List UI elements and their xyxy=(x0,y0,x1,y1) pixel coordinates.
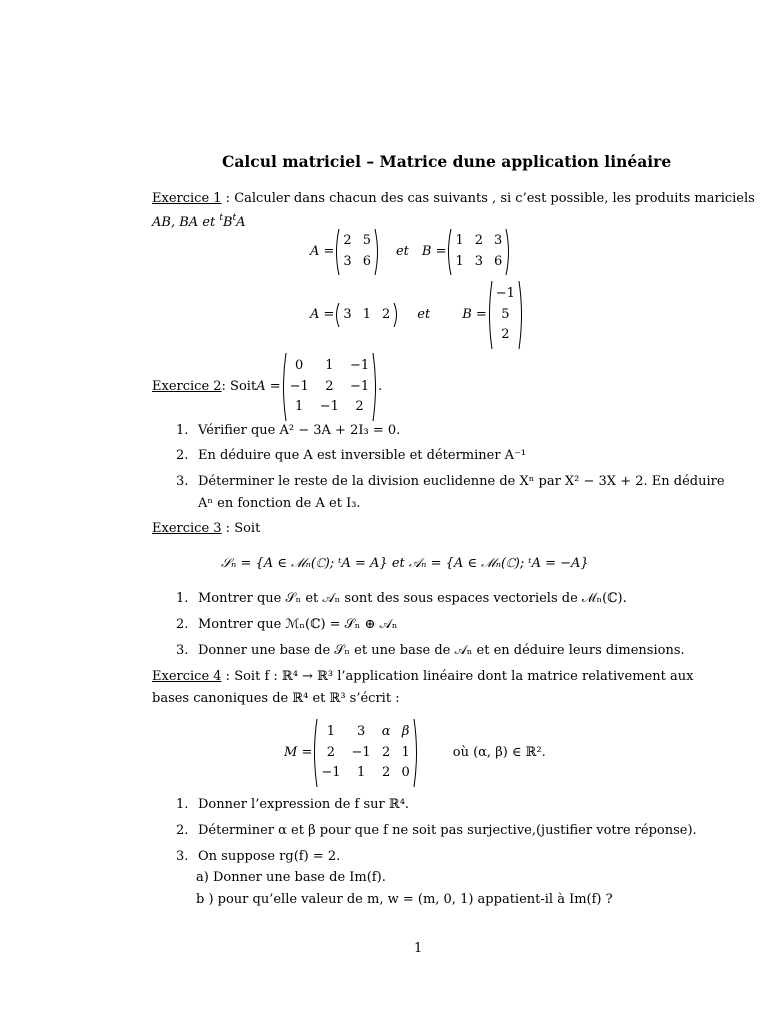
ex3-item-2: 2. Montrer que ℳₙ(ℂ) = 𝒮ₙ ⊕ 𝒜ₙ xyxy=(176,617,398,632)
matrix-cell: 1 xyxy=(401,744,410,760)
matrix-cell: 2 xyxy=(474,233,484,249)
ex2-item-1: 1. Vérifier que A² − 3A + 2I₃ = 0. xyxy=(176,423,401,438)
matrix-cell: 3 xyxy=(343,254,352,269)
matrix-cell: 3 xyxy=(494,233,503,249)
ex4-item-1: 1. Donner l’expression de f sur ℝ⁴. xyxy=(176,797,410,812)
matrix-b1-label: B = xyxy=(421,243,447,259)
ex4-matrix-row xyxy=(284,718,546,788)
ex1-products-a: A xyxy=(236,215,246,230)
matrix-cell: β xyxy=(401,723,410,739)
ex2-text: : Soit xyxy=(221,378,257,394)
ex2-item-2: 2. En déduire que A est inversible et déterminer A⁻¹ xyxy=(176,448,527,463)
matrix-cell: 1 xyxy=(455,254,464,269)
matrix-cell: 1 xyxy=(362,306,371,322)
ex2-statement: Exercice 2 : Soit A = 0 1 −1 −1 2 −1 1 −1 2 . xyxy=(152,352,382,422)
matrix-a2 xyxy=(334,302,399,328)
matrix-cell: 2 xyxy=(381,765,391,781)
matrix-cell: −1 xyxy=(319,399,339,415)
matrix-cell: 1 xyxy=(295,399,304,415)
left-parenthesis xyxy=(334,302,340,328)
matrix-cell: 5 xyxy=(501,306,510,322)
matrix-cell: 1 xyxy=(326,723,336,739)
left-parenthesis xyxy=(487,280,493,350)
matrix-b1 xyxy=(446,228,511,276)
matrix-cell: −1 xyxy=(351,744,371,760)
matrix-cell: 3 xyxy=(474,254,484,269)
matrix-b2-label: B = xyxy=(462,306,487,322)
alpha-beta-condition: où (α, β) ∈ ℝ². xyxy=(452,744,546,760)
matrix-cell: −1 xyxy=(349,378,370,394)
matrix-a1-label: A = xyxy=(310,243,335,259)
ex2-item-3-cont: Aⁿ en fonction de A et I₃. xyxy=(198,496,361,511)
matrix-cell: 1 xyxy=(356,765,366,781)
ex3-text: : Soit xyxy=(221,521,261,536)
ex4-text: : Soit f : ℝ⁴ → ℝ³ l’application linéaire dont la matrice relativement aux xyxy=(221,669,694,684)
right-parenthesis xyxy=(374,228,380,276)
matrix-cell: 6 xyxy=(362,254,371,269)
matrix-cell: 2 xyxy=(381,744,391,760)
ex4-subitem-b: b ) pour qu’elle valeur de m, w = (m, 0, 1) appatient-il à Im(f) ? xyxy=(196,892,613,907)
ex3-formula: 𝒮ₙ = {A ∈ ℳₙ(ℂ); ᵗA = A} et 𝒜ₙ = {A ∈ ℳₙ(ℂ); ᵗA = −A} xyxy=(221,556,589,571)
matrix-cell: α xyxy=(381,723,391,739)
ex1-products-b: B xyxy=(222,215,233,230)
et-label: et xyxy=(417,306,431,322)
left-parenthesis xyxy=(446,228,452,276)
ex2-item-3: 3. Déterminer le reste de la division euclidenne de Xⁿ par X² − 3X + 2. En déduire xyxy=(176,474,725,489)
ex1-products-text: AB, BA et xyxy=(152,215,220,230)
right-parenthesis xyxy=(413,718,419,788)
matrix-cell: 0 xyxy=(401,765,410,781)
matrix-cell: −1 xyxy=(495,285,515,301)
ex4-item-3: 3. On suppose rg(f) = 2. xyxy=(176,849,341,864)
right-parenthesis xyxy=(505,228,511,276)
left-parenthesis xyxy=(334,228,340,276)
ex1-products: AB, BA et $^tB^tA$ xyxy=(152,213,246,230)
matrix-ex2-a xyxy=(281,352,379,422)
ex4-statement xyxy=(152,670,693,685)
right-parenthesis xyxy=(518,280,524,350)
ex2-a-label: A = xyxy=(256,378,281,394)
et-label: et xyxy=(395,243,409,259)
page-number: 1 xyxy=(414,941,423,956)
matrix-cell: −1 xyxy=(349,357,370,373)
matrix-cell: 3 xyxy=(356,723,366,739)
ex3-statement xyxy=(152,522,260,537)
matrix-m xyxy=(312,718,418,788)
ex3-heading: Exercice 3 xyxy=(152,521,222,536)
ex4-subitem-a: a) Donner une base de Im(f). xyxy=(196,870,386,885)
matrix-cell: 2 xyxy=(343,233,352,249)
matrix-b2 xyxy=(487,280,524,350)
matrix-cell: 2 xyxy=(326,744,336,760)
left-parenthesis xyxy=(281,352,287,422)
ex1-matrix-row-1 xyxy=(310,228,511,276)
left-parenthesis xyxy=(312,718,318,788)
matrix-cell: −1 xyxy=(321,765,341,781)
ex4-heading: Exercice 4 xyxy=(152,669,222,684)
matrix-cell: 2 xyxy=(325,378,334,394)
ex3-item-1: 1. Montrer que 𝒮ₙ et 𝒜ₙ sont des sous espaces vectoriels de ℳₙ(ℂ). xyxy=(176,591,627,606)
right-parenthesis xyxy=(372,352,378,422)
matrix-cell: 5 xyxy=(362,233,371,249)
ex1-text: : Calculer dans chacun des cas suivants , si c’est possible, les produits mariciels xyxy=(221,191,755,206)
matrix-cell: 2 xyxy=(381,306,391,322)
ex4-statement-2: bases canoniques de ℝ⁴ et ℝ³ s’écrit : xyxy=(152,691,400,706)
page-title: Calcul matriciel – Matrice dune application linéaire xyxy=(222,152,672,171)
matrix-cell: 2 xyxy=(501,327,510,343)
matrix-cell: 1 xyxy=(455,233,464,249)
matrix-a2-label: A = xyxy=(310,306,335,322)
matrix-cell: −1 xyxy=(289,378,309,394)
ex1-heading: Exercice 1 xyxy=(152,191,222,206)
right-parenthesis xyxy=(393,302,399,328)
matrix-cell: 0 xyxy=(295,357,304,373)
matrix-a1 xyxy=(334,228,380,276)
matrix-cell: 3 xyxy=(343,306,352,322)
ex4-item-2: 2. Déterminer α et β pour que f ne soit pas surjective,(justifier votre réponse). xyxy=(176,823,697,838)
matrix-cell: 6 xyxy=(494,254,503,269)
matrix-cell: 1 xyxy=(325,357,334,373)
ex3-item-3: 3. Donner une base de 𝒮ₙ et une base de 𝒜ₙ et en déduire leurs dimensions. xyxy=(176,643,685,658)
ex2-heading: Exercice 2 xyxy=(152,378,222,394)
matrix-cell: 2 xyxy=(355,399,364,415)
ex1-matrix-row-2 xyxy=(310,280,524,350)
matrix-m-label: M = xyxy=(284,744,313,760)
ex1-statement xyxy=(152,192,755,207)
